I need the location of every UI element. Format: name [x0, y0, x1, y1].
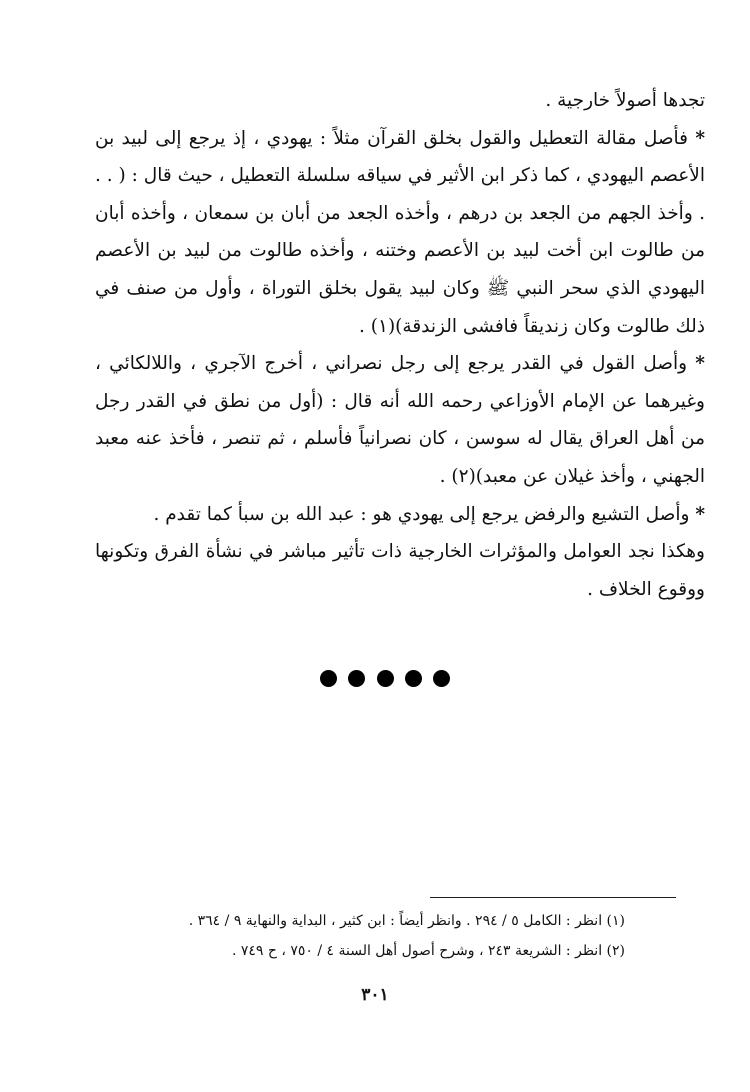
paragraph-text: وأصل التشيع والرفض يرجع إلى يهودي هو : عبد الله بن سبأ كما تقدم .: [153, 503, 690, 525]
bullet-star-icon: *: [695, 503, 705, 525]
intro-line: تجدها أصولاً خارجية .: [545, 90, 705, 111]
dot-icon: [348, 670, 365, 687]
footnote-1: (١) انظر : الكامل ٥ / ٢٩٤ . وانظر أيضاً : ابن كثير ، البداية والنهاية ٩ / ٣٦٤ .: [188, 913, 625, 929]
footnotes: [95, 906, 625, 966]
paragraph-qadar: [95, 345, 705, 495]
footnote-divider: [430, 897, 676, 898]
paragraph-text: فأصل مقالة التعطيل والقول بخلق القرآن مثلاً : يهودي ، إذ يرجع إلى لبيد بن الأعصم اليهودي ، كما ذكر ابن الأثير في سياقه سلسلة التعطيل ، حيث قال : ( . . . وأخذ الجهم من الجعد بن درهم ، وأخذه الجعد من أبان بن سمعان ، وأخذه أبان من طالوت ابن أخت لبيد بن الأعصم وختنه ، وأخذه طالوت من لبيد بن الأعصم اليهودي الذي سحر النبي ﷺ وكان لبيد يقول بخلق التوراة ، وأول من صنف في ذلك طالوت وكان زنديقاً فافشى الزندقة)(١) .: [95, 127, 705, 337]
paragraph-ta-til: [95, 120, 705, 346]
paragraph-conclusion: وهكذا نجد العوامل والمؤثرات الخارجية ذات تأثير مباشر في نشأة الفرق وتكونها ووقوع الخلاف .: [95, 541, 705, 600]
page-number: ٣٠١: [361, 985, 389, 1005]
dot-icon: [320, 670, 337, 687]
main-text: [95, 82, 705, 608]
paragraph-tashayyu: [95, 496, 705, 534]
paragraph-text: وأصل القول في القدر يرجع إلى رجل نصراني ، أخرج الآجري ، واللالكائي ، وغيرهما عن الإمام الأوزاعي رحمه الله أنه قال : (أول من نطق في القدر رجل من أهل العراق يقال له سوسن ، كان نصرانياً فأسلم ، ثم تنصر ، فأخذ عنه معبد الجهني ، وأخذ غيلان عن معبد)(٢) .: [95, 353, 705, 487]
footnote-2: (٢) انظر : الشريعة ٢٤٣ ، وشرح أصول أهل السنة ٤ / ٧٥٠ ، ح ٧٤٩ .: [231, 943, 625, 959]
bullet-star-icon: *: [695, 127, 705, 149]
dot-icon: [405, 670, 422, 687]
section-divider-ornament: [320, 670, 450, 686]
dot-icon: [377, 670, 394, 687]
dot-icon: [433, 670, 450, 687]
bullet-star-icon: *: [695, 353, 705, 375]
